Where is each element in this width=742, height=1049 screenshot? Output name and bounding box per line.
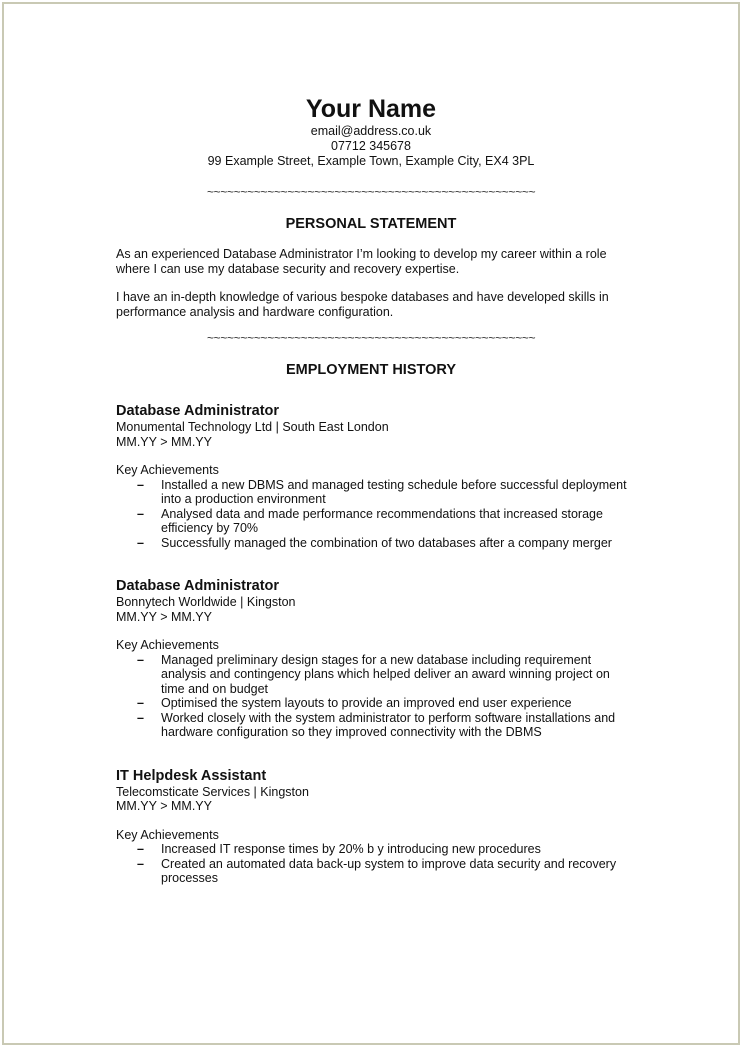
job-dates: MM.YY > MM.YY — [116, 434, 212, 449]
key-achievements-label: Key Achievements — [116, 463, 219, 477]
address-text: 99 Example Street, Example Town, Example City, EX4 3PL — [207, 154, 535, 168]
job-company: Telecomsticate Services | Kingston — [116, 784, 309, 799]
dash-bullet-icon: – — [137, 535, 144, 550]
phone-text: 07712 345678 — [331, 139, 411, 153]
achievement-text: Successfully managed the combination of two databases after a company merger — [161, 535, 612, 550]
personal-statement-heading: PERSONAL STATEMENT — [285, 216, 457, 232]
achievement-item — [116, 653, 628, 697]
job-title: Database Administrator — [116, 578, 280, 594]
key-achievements-label: Key Achievements — [116, 638, 219, 652]
achievement-text: Worked closely with the system administrator to perform software installations and hardware configuration so they improved connectivity with the DBMS — [161, 710, 616, 739]
achievement-item — [116, 536, 628, 551]
job-entry — [116, 578, 628, 740]
job-dates: MM.YY > MM.YY — [116, 609, 212, 624]
job-title: Database Administrator — [116, 403, 280, 419]
dash-bullet-icon: – — [137, 652, 144, 667]
dash-bullet-icon: – — [137, 696, 144, 710]
achievement-item — [116, 696, 628, 711]
dash-bullet-icon: – — [137, 710, 144, 725]
job-entry — [116, 403, 628, 550]
achievement-text: Increased IT response times by 20% b y introducing new procedures — [161, 842, 541, 856]
resume-header — [4, 4, 738, 169]
dash-bullet-icon: – — [137, 477, 144, 492]
achievement-text: Installed a new DBMS and managed testing schedule before successful deployment into a production environment — [161, 477, 627, 506]
key-achievements-label: Key Achievements — [116, 827, 219, 842]
employment-history-heading: EMPLOYMENT HISTORY — [286, 362, 456, 378]
dash-bullet-icon: – — [137, 506, 144, 521]
job-entry — [116, 768, 628, 886]
job-company: Bonnytech Worldwide | Kingston — [116, 595, 296, 609]
achievement-item — [116, 842, 628, 857]
job-company: Monumental Technology Ltd | South East London — [116, 420, 389, 434]
achievement-text: Optimised the system layouts to provide an improved end user experience — [161, 696, 572, 710]
achievement-text: Analysed data and made performance recommendations that increased storage efficiency by 70% — [161, 506, 603, 535]
statement-paragraph: I have an in-depth knowledge of various bespoke databases and have developed skills in performance analysis and hardware configuration. — [116, 290, 609, 319]
achievement-list — [116, 653, 628, 740]
achievement-text: Managed preliminary design stages for a new database including requirement analysis and contingency plans which helped deliver an award winning project on time and on budget — [161, 652, 610, 696]
achievement-item — [116, 857, 628, 886]
dash-bullet-icon: – — [137, 842, 144, 856]
achievement-item — [116, 711, 628, 740]
resume-page — [2, 2, 740, 1045]
section-divider: ~~~~~~~~~~~~~~~~~~~~~~~~~~~~~~~~~~~~~~~~~~~~~~~~~ — [206, 332, 536, 346]
achievement-list — [116, 842, 628, 886]
email-text: email@address.co.uk — [310, 124, 432, 138]
dash-bullet-icon: – — [137, 856, 144, 871]
statement-paragraph: As an experienced Database Administrator I’m looking to develop my career within a role where I can use my database security and recovery expertise. — [116, 247, 607, 276]
achievement-list — [116, 478, 628, 551]
achievement-item — [116, 507, 628, 536]
section-divider: ~~~~~~~~~~~~~~~~~~~~~~~~~~~~~~~~~~~~~~~~~~~~~~~~~ — [206, 186, 536, 200]
achievement-text: Created an automated data back-up system to improve data security and recovery processes — [161, 856, 617, 885]
candidate-name: Your Name — [305, 95, 437, 123]
personal-statement-section — [4, 247, 738, 319]
job-dates: MM.YY > MM.YY — [116, 799, 212, 813]
achievement-item — [116, 478, 628, 507]
job-title: IT Helpdesk Assistant — [116, 767, 267, 784]
employment-section — [4, 403, 738, 886]
